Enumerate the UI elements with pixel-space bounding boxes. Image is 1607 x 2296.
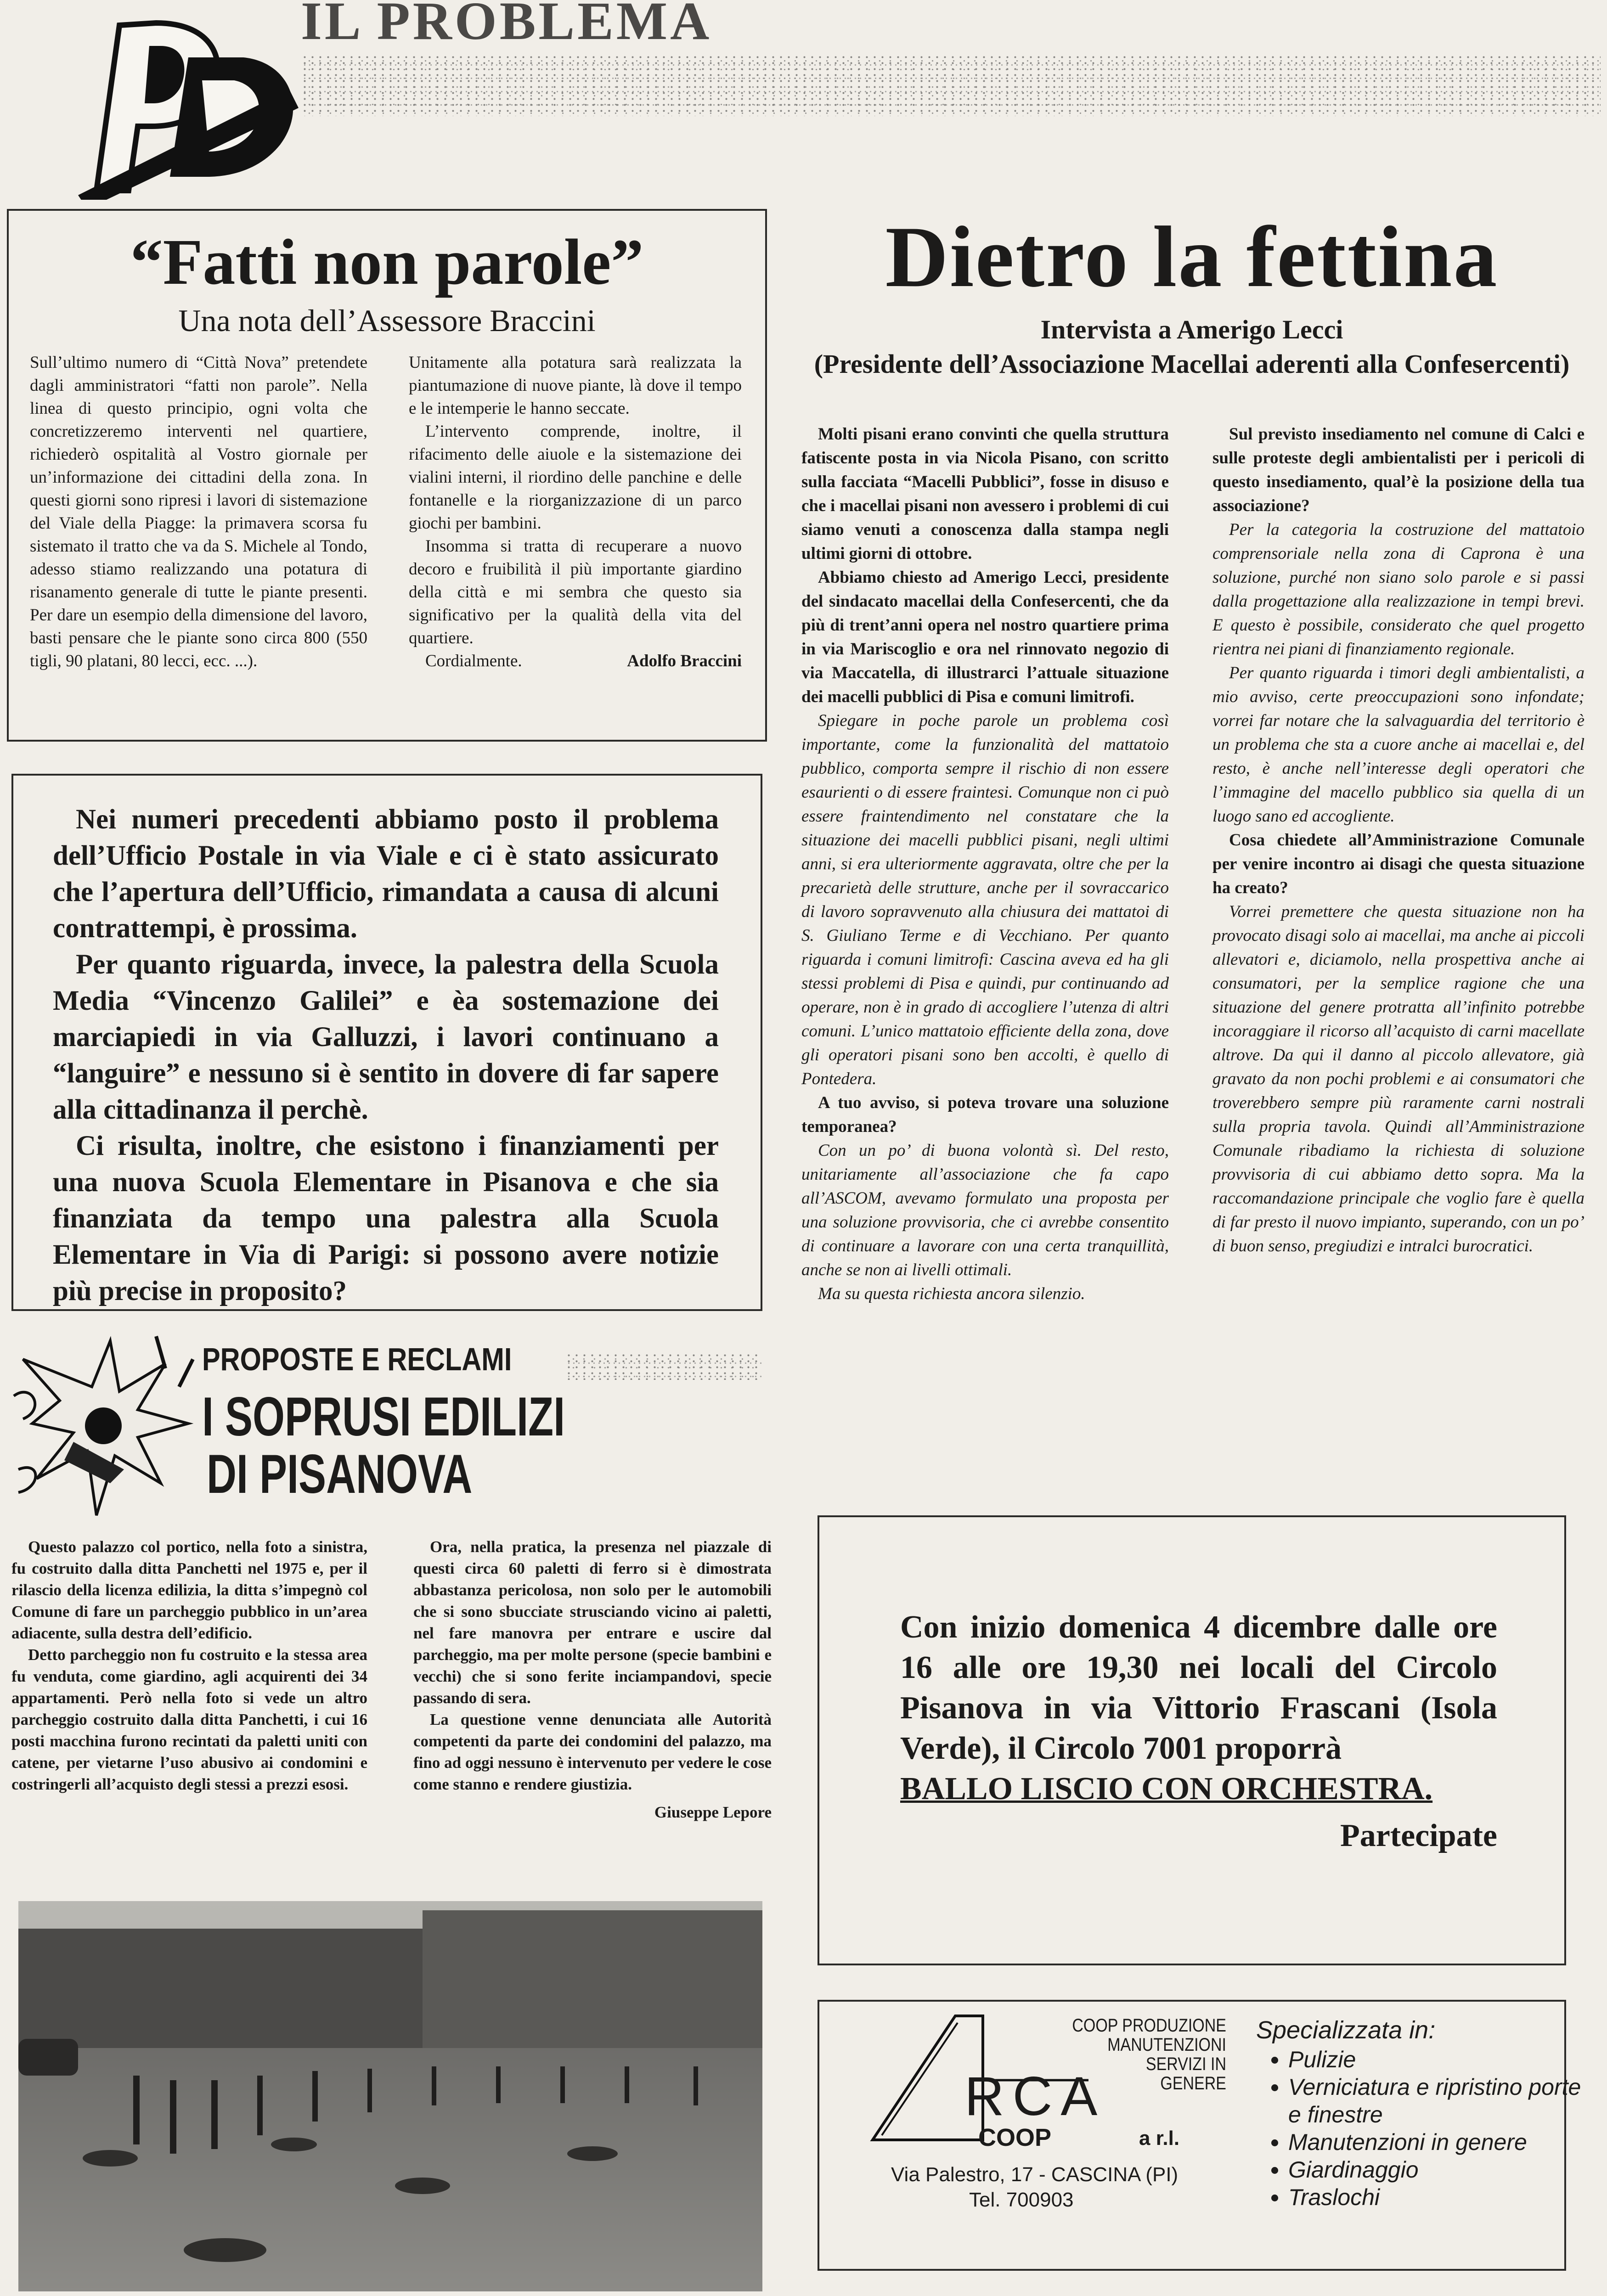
soprusi-title-line1: I SOPRUSI EDILIZI <box>202 1386 565 1447</box>
fettina-col2 <box>1212 422 1584 1258</box>
notice-text <box>53 801 719 1309</box>
fettina-paragraph: Sul previsto insediamento nel comune di Calci e sulle proteste degli ambientalisti per i pericoli di questo insediamento, qual’è la posizione della tua associazione? <box>1212 425 1584 515</box>
header-texture <box>301 54 1601 116</box>
soprusi-col2 <box>413 1536 772 1823</box>
fatti-title: “Fatti non parole” <box>130 225 644 298</box>
fatti-paragraph: Sull’ultimo numero di “Città Nova” pretendete dagli amministratori “fatti non parole”. Nella linea di questo principio, ogni volta che concretizzeremo interventi nel quartiere, richiederò ospitalità al Vostro giornale per un’informazione dei cittadini della zona. In questi giorni sono ripresi i lavori di sistemazione del Viale della Piagge: la primavera scorsa fu sistemato il tratto che va da S. Michele al Tondo, adesso stiamo realizzando una potatura di risanamento generale di tutte le piante presenti. Per dare un esempio della dimensione del lavoro, basti pensare che le piante sono circa 800 (550 tigli, 90 platani, 80 lecci, ecc. ...). <box>30 353 367 670</box>
fettina-subtitle-1: Intervista a Amerigo Lecci <box>1040 315 1343 344</box>
fatti-signature: Adolfo Braccini <box>627 652 742 670</box>
fettina-paragraph: Abbiamo chiesto ad Amerigo Lecci, presidente del sindacato macellai della Confesercenti, che da più di trent’anni opera nel nostro quartiere prima in via Mariscoglio e ora nel rinnovato negozio di via Maccatella, di illustrarci l’attuale situazione dei macelli pubblici di Pisa e comuni limitrofi. <box>801 568 1169 706</box>
ad-company <box>1059 2016 1227 2093</box>
ad-spec-title: Specializzata in: <box>1256 2016 1436 2044</box>
soprusi-paragraph: Detto parcheggio non fu costruito e la stessa area fu venduta, come giardino, agli acquirenti dei 34 appartamenti. Però nella foto si vede un altro parcheggio costruito dalla ditta Panchetti, i cui 16 posti macchina furono recintati da paletti uniti con catene, per vietarne l’uso abusivo ai condomini e costringerli all’acquisto degli stessi a prezzi esosi. <box>11 1646 367 1793</box>
fatti-paragraph: L’intervento comprende, inoltre, il rifacimento delle aiuole e la sistemazione dei vialini interni, il riordino delle panchine e delle fontanelle e la riorganizzazione di un parco giochi per bambini. <box>409 422 742 533</box>
arca-logo-text: RCA <box>964 2065 1106 2127</box>
fettina-title: Dietro la fettina <box>885 209 1499 305</box>
pd-logo-icon <box>51 16 308 200</box>
fettina-col1 <box>801 422 1169 1306</box>
ad-service-item: • Traslochi <box>1288 2183 1582 2211</box>
event-paragraph: Con inizio domenica 4 dicembre dalle ore 16 alle ore 19,30 nei locali del Circolo Pisanova in via Vittorio Frascani (Isola Verde), il Circolo 7001 proporrà <box>900 1609 1497 1766</box>
parking-photo <box>18 1901 762 2291</box>
fatti-closing: Cordialmente. <box>425 652 522 670</box>
fettina-paragraph: A tuo avviso, si poteva trovare una soluzione temporanea? <box>801 1093 1169 1136</box>
ad-address: Via Palestro, 17 - CASCINA (PI) <box>891 2163 1178 2186</box>
section-title: IL PROBLEMA <box>301 0 712 51</box>
fettina-paragraph: Ma su questa richiesta ancora silenzio. <box>818 1284 1085 1303</box>
fettina-paragraph: Cosa chiedete all’Amministrazione Comunale per venire incontro ai disagi che questa situazione ha creato? <box>1212 831 1584 897</box>
soprusi-paragraph: Questo palazzo col portico, nella foto a sinistra, fu costruito dalla ditta Panchetti nel 1975 e, per il rilascio della licenza edilizia, la ditta s’impegnò col Comune di fare un parcheggio pubblico in un’area adiacente, sulla destra dell’edificio. <box>11 1538 367 1642</box>
soprusi-paragraph: La questione venne denunciata alle Autorità competenti da parte dei condomini del palazzo, ma fino ad oggi nessuno è intervenuto per vedere le cose come stanno e rendere giustizia. <box>413 1711 772 1793</box>
fatti-paragraph: Unitamente alla potatura sarà realizzata la piantumazione di nuove piante, là dove il tempo e le intemperie le hanno seccate. <box>409 353 742 418</box>
soprusi-paragraph: Ora, nella pratica, la presenza nel piazzale di questi circa 60 paletti di ferro si è dimostrata abbastanza pericolosa, non solo per le automobili che si sono sbucciate strusciando vicino ai paletti, nel fare manovra per entrare e uscire dal parcheggio, ma per molte persone (specie bambini e vecchi) che si sono ferite inciampandovi, specie passando di sera. <box>413 1538 772 1707</box>
soprusi-kicker: PROPOSTE E RECLAMI <box>202 1341 512 1377</box>
notice-paragraph: Ci risulta, inoltre, che esistono i finanziamenti per una nuova Scuola Elementare in Pisanova e che sia finanziata da tempo una palestra alla Scuola Elementare in Via di Parigi: si possono avere notizie più precise in proposito? <box>53 1131 719 1306</box>
parking-photo-image <box>18 1901 762 2291</box>
fettina-paragraph: Per la categoria la costruzione del mattatoio comprensoriale nella zona di Caprona è una soluzione, purché non siano solo parole e si passi dalla progettazione alla realizzazione in tempi brevi. E questo è possibile, considerato che quel progetto rientra nei piani di finanziamento regionale. <box>1212 520 1584 658</box>
ad-service-item: • Manutenzioni in genere <box>1288 2128 1582 2156</box>
fettina-subtitle-2: (Presidente dell’Associazione Macellai aderenti alla Confesercenti) <box>814 349 1570 379</box>
kicker-texture <box>565 1352 762 1380</box>
soprusi-title-line2: DI PISANOVA <box>207 1443 473 1505</box>
fatti-subtitle: Una nota dell’Assessore Braccini <box>178 303 596 338</box>
soprusi-signature: Giuseppe Lepore <box>654 1803 772 1821</box>
ad-service-item: • Pulizie <box>1288 2046 1582 2073</box>
event-text <box>900 1607 1497 1856</box>
notice-paragraph: Per quanto riguarda, invece, la palestra della Scuola Media “Vincenzo Galilei” e èa sostemazione dei marciapiedi in via Galluzzi, i lavori continuano a “languire” e nessuno si è sentito in dovere di far sapere alla cittadinanza il perchè. <box>53 949 719 1125</box>
ad-service-item: • Verniciatura e ripristino porte e finestre <box>1288 2073 1582 2128</box>
fettina-paragraph: Spiegare in poche parole un problema così importante, come la funzionalità del mattatoio pubblico, comporta sempre il rischio di non essere esaurienti o di essere fraintesi. Comunque non ci può essere fraintendimento nel constatare che la situazione dei macelli pubblici pisani, negli ultimi anni, si era ulteriormente aggravata, oltre che per la precarietà delle strutture, anche per il sovraccarico di lavoro sopravvenuto alla chiusura dei mattatoi di S. Giuliano Terme e di Vecchiano. Per quanto riguarda i comuni limitrofi: Cascina aveva ed ha gli stessi problemi di Pisa e quindi, pur continuando ad operare, non è in grado di accogliere l’utenza di altri comuni. L’unico mattatoio efficiente della zona, dove gli operatori pisani sono ben accolti, è quello di Pontedera. <box>801 711 1169 1088</box>
soprusi-col1 <box>11 1536 367 1795</box>
fettina-paragraph: Vorrei premettere che questa situazione non ha provocato disagi solo ai macellai, ma anche ai piccoli allevatori e, diciamolo, nella prospettiva anche ai consumatori, per la semplice ragione che una situazione del genere protratta all’infinito potrebbe incoraggiare il ricorso all’acquisto di carni macellate altrove. Da qui il danno al piccolo allevatore, già gravato da non pochi problemi e ai consumatori che troverebbero sempre più raramente carni nostrali sulla propria tavola. Quindi all’Amministrazione Comunale ribadiamo la richiesta di soluzione provvisoria di cui abbiamo detto sopra. Ma la raccomandazione principale che voglio fare è quella di far presto il nuovo impianto, superando, con un po’ di buon senso, pregiudizi e intralci burocratici. <box>1212 902 1584 1255</box>
fatti-paragraph: Insomma si tratta di recuperare a nuovo decoro e fruibilità il più importante giardino della città e mi sembra che questo sia significativo per la qualità della vita del quartiere. <box>409 537 742 647</box>
fettina-paragraph: Con un po’ di buona volontà sì. Del resto, unitariamente all’associazione che fa capo all’ASCOM, avevamo formulato una proposta per una soluzione provvisoria, che ci avrebbe consentito di continuare a lavorare con una certa tranquillità, anche se non ai livelli ottimali. <box>801 1141 1169 1279</box>
ad-services <box>1256 2046 1582 2211</box>
ad-phone: Tel. 700903 <box>969 2189 1074 2211</box>
ad-company-line: SERVIZI IN <box>1145 2054 1226 2074</box>
notice-paragraph: Nei numeri precedenti abbiamo posto il problema dell’Ufficio Postale in via Viale e ci è stato assicurato che l’apertura dell’Ufficio, rimandata a causa di alcuni contrattempi, è prossima. <box>53 804 719 944</box>
arca-logo-coop: COOP <box>978 2124 1052 2151</box>
event-sign: Partecipate <box>1340 1818 1497 1853</box>
ad-service-item: • Giardinaggio <box>1288 2156 1582 2183</box>
fettina-paragraph: Molti pisani erano convinti che quella struttura fatiscente posta in via Nicola Pisano, con scritto sulla facciata “Macelli Pubblici”, fosse in disuso e che i macellai pisani non avessero i problemi di cui siamo venuti a conoscenza dalla stampa negli ultimi giorni di ottobre. <box>801 425 1169 563</box>
burst-illustration-icon <box>5 1332 197 1525</box>
event-headline: BALLO LISCIO CON ORCHESTRA. <box>900 1771 1433 1806</box>
fatti-col1 <box>30 351 367 673</box>
ad-company-line: COOP PRODUZIONE <box>1072 2015 1226 2036</box>
fettina-paragraph: Per quanto riguarda i timori degli ambientalisti, a mio avviso, certe preoccupazioni sono infondate; vorrei far notare che la salvaguardia del territorio è un problema che sta a cuore anche ai macellai e, del resto, è anche nell’interesse degli operatori che l’immagine del macello pubblico sia quella di un luogo sano ed accogliente. <box>1212 664 1584 826</box>
ad-legal: a r.l. <box>1139 2127 1180 2150</box>
ad-company-line: MANUTENZIONI <box>1107 2035 1226 2055</box>
ad-company-line: GENERE <box>1160 2073 1226 2093</box>
fatti-col2 <box>409 351 742 673</box>
